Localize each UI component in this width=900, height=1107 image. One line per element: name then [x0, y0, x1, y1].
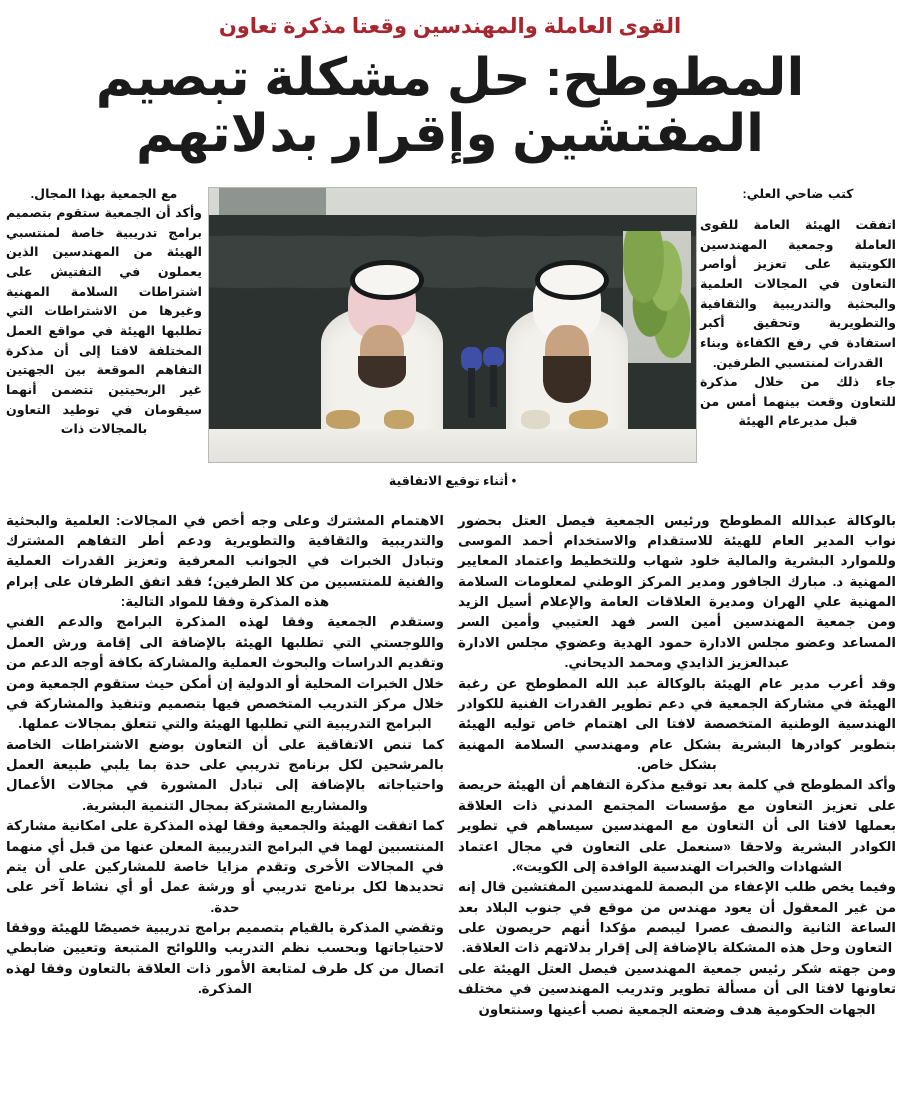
column-upper-right	[700, 185, 896, 433]
photo-table	[209, 429, 696, 462]
headline-line-1: المطوطح: حل مشكلة تبصيم	[95, 49, 805, 108]
photo-plant	[623, 231, 691, 363]
photo-document	[384, 410, 413, 429]
column-lower-right	[458, 511, 896, 1020]
article-photo-wrap	[208, 187, 697, 488]
paragraph: وفيما يخص طلب الإعفاء من البصمة للمهندسين المفتشين قال إنه من غير المعقول أن يعود مهندس من موقع في جنوب البلاد بعد الساعة الثانية والنصف عصرا ليبصم مؤكدا أنهم حريصون على التعاون وحل هذه المشكلة بالإضافة إلى إقرار بدلاتهم ذات العلاقة.	[458, 879, 896, 956]
paragraph: كما اتفقت الهيئة والجمعية وفقا لهذه المذكرة على امكانية مشاركة المنتسبين لهما في البرامج التدريبية المعلن عنها من قبل أي منهما في المجالات الأخرى وتقدم مزايا خاصة للمشاركين على أن يتم تحديدها لكل برنامج تدريبي أو ورشة عمل أو أي نشاط آخر على حدة.	[6, 818, 444, 915]
photo-caption: • أثناء توقيع الاتفاقية	[388, 473, 517, 488]
paragraph: وأكد المطوطح في كلمة بعد توقيع مذكرة التفاهم أن الهيئة حريصة على تعزيز التعاون مع مؤسسات المجتمع المدني ذات العلاقة بعملها لافتا الى أن التعاون مع المهندسين سيساهم في تطوير الكوادر البشرية ولاحقا «سنعمل على التعاون في مجال اعتماد الشهادات والخبرات الهندسية الوافدة إلى الكويت».	[458, 777, 896, 874]
article-photo	[208, 187, 697, 463]
article-kicker: القوى العاملة والمهندسين وقعتا مذكرة تعاون	[218, 15, 682, 38]
photo-microphone	[461, 347, 481, 418]
lower-band	[0, 511, 900, 1059]
upper-band	[0, 185, 900, 503]
paragraph: اتفقت الهيئة العامة للقوى العاملة وجمعية المهندسين الكويتية على تعزيز أواصر التعاون في المجالات العلمية والبحثية والتدريبية والثقافية والتطويرية وتحقيق أكبر استفادة في رفع الكفاءة وبناء القدرات لمنتسبي الطرفين.	[700, 218, 896, 370]
column-upper-left	[6, 185, 202, 440]
photo-document	[569, 410, 608, 429]
photo-microphone	[483, 347, 503, 407]
paragraph: وتقضي المذكرة بالقيام بتصميم برامج تدريبية خصيصًا للهيئة ووفقا لاحتياجاتها وبحسب نظم التدريب واللوائح المتبعة وتعيين ضابطي اتصال من كل طرف لمتابعة الأمور ذات العلاقة بالتعاون وفقا لهذه المذكرة.	[6, 920, 444, 997]
column-lower-left	[6, 511, 444, 1000]
headline-line-2: المفتشين وإقرار بدلاتهم	[136, 105, 764, 164]
photo-document	[521, 410, 550, 429]
paragraph: بالوكالة عبدالله المطوطح ورئيس الجمعية فيصل العتل بحضور نواب المدير العام للهيئة للاستقدام والاستخدام أحمد الموسى وللموارد البشرية والمالية خلود شهاب وللتخطيط واعتماد المعايير المهنية د. مبارك الجافور ومدير المركز الوطني لمعلومات السلامة المهنية علي الهران ومديرة العلاقات العامة والإعلام أسيل الزيد ومن جمعية المهندسين أمين السر فهد العتيبي وأمين السر المساعد وعضو مجلس الادارة حمود الهدية وعضوي مجلس الادارة عبدالعزيز الذايدي ومحمد الديحاني.	[458, 512, 896, 671]
article-byline: كتب ضاحي العلي:	[742, 186, 854, 201]
paragraph: وقد أعرب مدير عام الهيئة بالوكالة عبد الله المطوطح عن رغبة الهيئة في مشاركة الجمعية في دعم تطوير القدرات الفنية للكوادر الهندسية الوطنية المتخصصة لافتا الى اهتمام خاص توليه الهيئة بتطوير كوادرها البشرية بشكل عام ومهندسي السلامة المهنية بشكل خاص.	[458, 675, 896, 773]
paragraph: مع الجمعية بهذا المجال.	[30, 186, 178, 201]
photo-person-left	[506, 256, 628, 437]
paragraph: الاهتمام المشترك وعلى وجه أخص في المجالات: العلمية والبحثية والتدريبية والثقافية والتطويرية ودعم أطر التفاهم المشترك وتبادل الخبرات في الجوانب المعرفية وتعزيز القدرات العملية والفنية للمنتسبين من كلا الطرفين؛ فقد اتفق الطرفان على إبرام هذه المذكرة وفقا للمواد التالية:	[6, 512, 444, 610]
paragraph: وأكد أن الجمعية ستقوم بتصميم برامج تدريبية خاصة لمنتسبي الهيئة من المهندسين الذين يعملون في التفتيش على اشتراطات السلامة المهنية وغيرها من الاشتراطات التي تطلبها الهيئة في مواقع العمل المختلفة لافتا إلى أن مذكرة التفاهم الموقعة بين الجهتين غير الربحيتين تتضمن أنهما سيقومان في توطيد التعاون بالمجالات ذات	[6, 206, 202, 437]
paragraph: وستقدم الجمعية وفقا لهذه المذكرة البرامج والدعم الفني واللوجستي التي تطلبها الهيئة بالإضافة الى إقامة ورش العمل وتقديم الدراسات والبحوث العملية والمشاركة بكافة أوجه الدعم من خلال الخبرات المحلية أو الدولية إن أمكن حيث ستقوم الجمعية ومن خلال مركز التدريب المتخصص فيها بتصميم وتنفيذ والمشاركة في البرامج التدريبية التي تطلبها الهيئة والتي تتعلق بمجالات عملها.	[6, 614, 444, 732]
paragraph: كما تنص الاتفاقية على أن التعاون بوضع الاشتراطات الخاصة بالمرشحين لكل برنامج تدريبي على حدة بما يلبي طبيعة العمل واحتياجاته بالإضافة إلى تبادل المشورة في مجالات الأعمال والمشاريع المشتركة بمجال التنمية البشرية.	[6, 736, 444, 813]
paragraph: ومن جهته شكر رئيس جمعية المهندسين فيصل العتل الهيئة على تعاونها لافتا الى أن مسألة تطوير وتدريب المهندسين في مختلف الجهات الحكومية هدف وضعته الجمعية نصب أعينها وسنتعاون	[458, 960, 896, 1017]
photo-document	[326, 410, 360, 429]
page-title	[8, 50, 892, 162]
paragraph: جاء ذلك من خلال مذكرة للتعاون وقعت بينهما أمس من قبل مديرعام الهيئة	[700, 375, 896, 429]
headline-block	[0, 0, 900, 173]
